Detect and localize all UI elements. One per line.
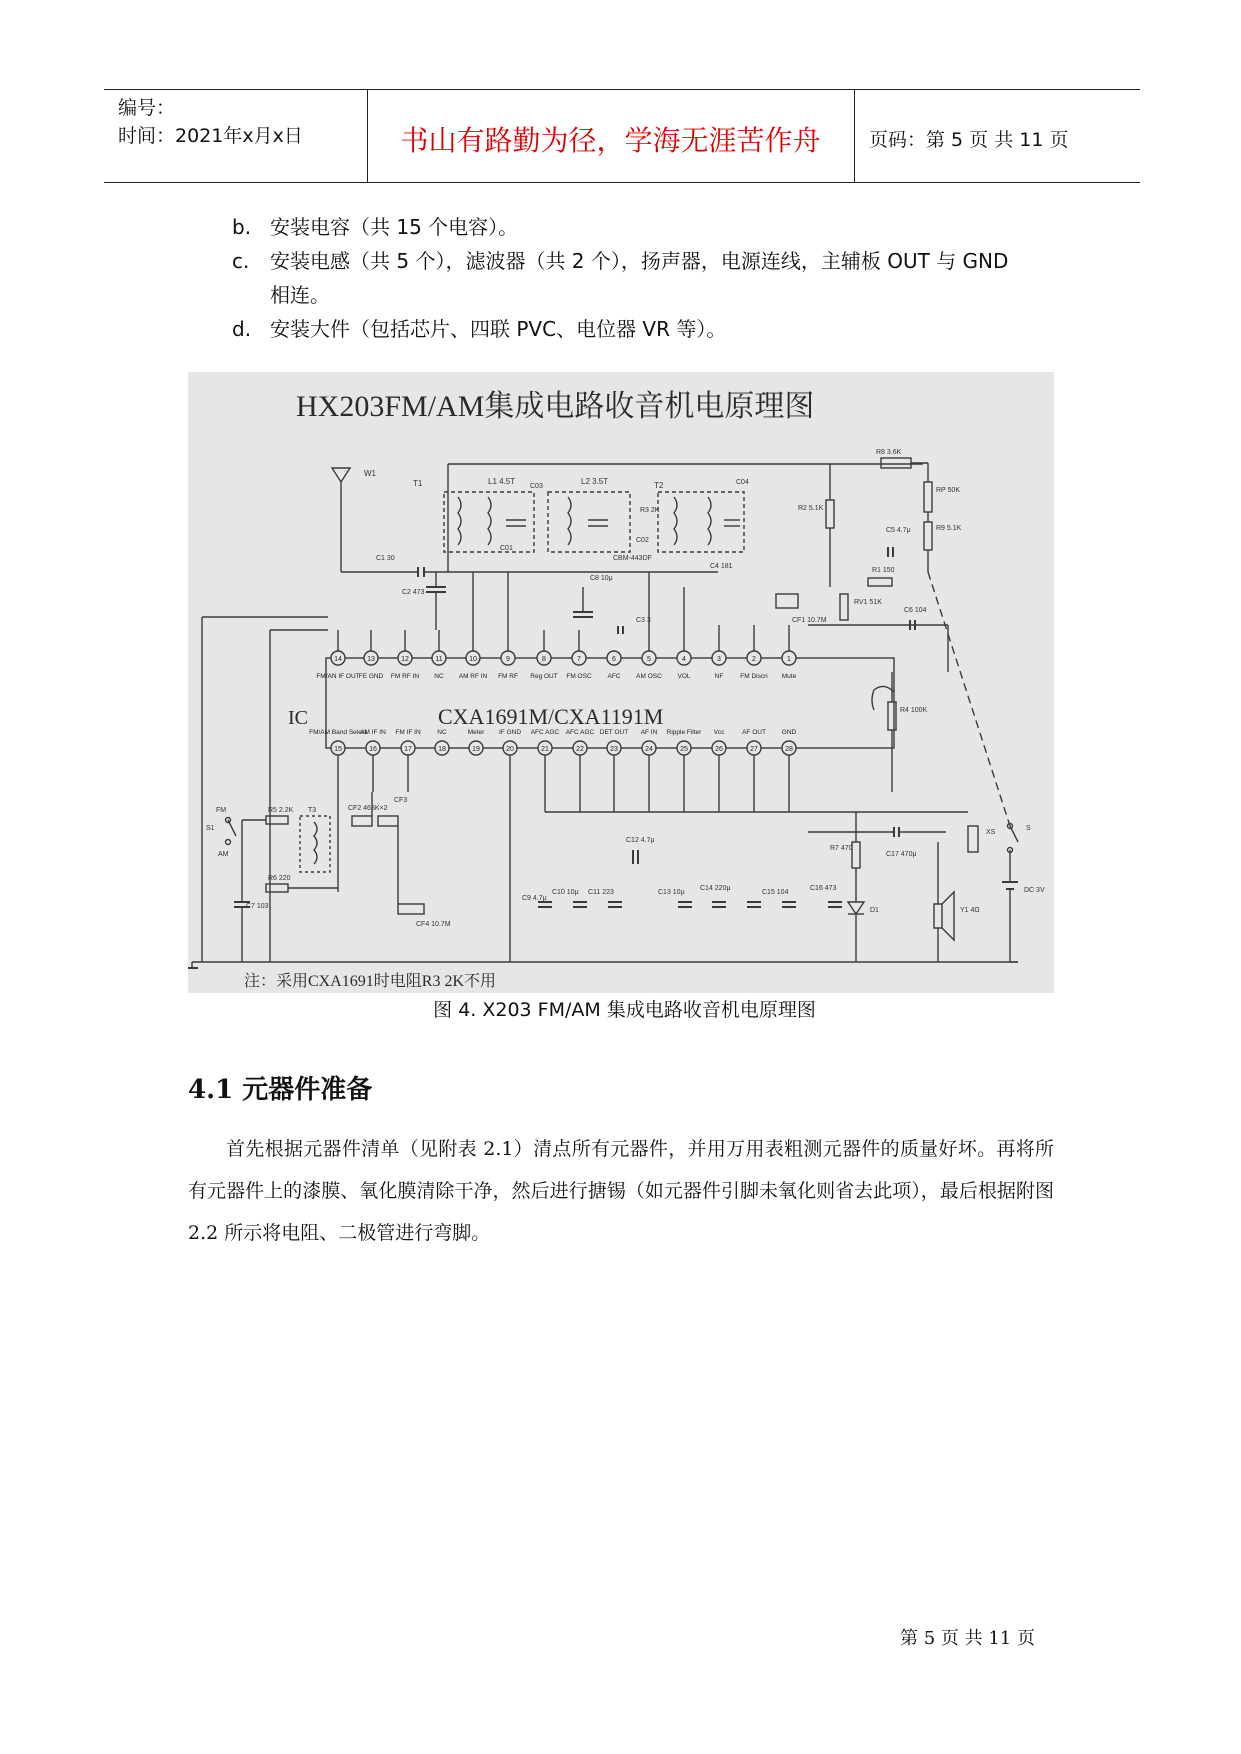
l2-dashed-box	[548, 492, 630, 552]
pin-number: 7	[577, 656, 581, 663]
ic-pin	[309, 729, 367, 755]
ic-pin	[712, 729, 726, 755]
pin-number: 27	[750, 746, 758, 753]
pin-number: 25	[680, 746, 688, 753]
label-c17: C17 470μ	[886, 851, 917, 858]
pin-label: Ripple Filter	[666, 729, 702, 736]
pin-number: 14	[334, 656, 342, 663]
pin-number: 13	[367, 656, 375, 663]
pin-label: AF OUT	[742, 729, 766, 736]
ic-pin	[667, 729, 703, 755]
schematic-title: HX203FM/AM集成电路收音机电原理图	[296, 390, 815, 423]
ic-pin	[435, 729, 449, 755]
ic-pin	[607, 651, 621, 680]
header-time-label: 时间：2021年x月x日	[118, 125, 303, 147]
label-d1: D1	[870, 907, 879, 914]
section-title: 4.1 元器件准备	[188, 1075, 373, 1105]
pin-number: 4	[682, 656, 686, 663]
pin-number: 16	[369, 746, 377, 753]
label-c15: C15 104	[762, 889, 789, 896]
pin-number: 10	[469, 656, 477, 663]
pin-label: NF	[714, 673, 724, 680]
pin-number: 5	[647, 656, 651, 663]
ic-pin	[459, 651, 488, 680]
step-c-continued	[232, 278, 330, 312]
label-c3: C3 3	[636, 617, 651, 624]
step-marker: c.	[232, 249, 250, 273]
r4-resistor	[888, 702, 896, 730]
r9-resistor	[924, 522, 932, 550]
label-c9: C9 4.7μ	[522, 895, 547, 902]
label-c1: C1 30	[376, 555, 395, 562]
ic-pin	[566, 729, 595, 755]
pin-label: FE GND	[358, 673, 384, 680]
label-c02: C02	[636, 537, 649, 544]
header-number-label: 编号：	[118, 97, 176, 119]
pin-label: NC	[434, 673, 444, 680]
label-r2: R2 5.1K	[798, 505, 824, 512]
pin-label: AFC AGC	[530, 729, 560, 736]
pin-number: 1	[787, 656, 791, 663]
rv1-potentiometer	[840, 594, 848, 620]
rp-potentiometer	[924, 482, 932, 512]
pin-label: FM/AN IF OUT	[316, 673, 360, 680]
label-r3: R3 2K	[640, 507, 660, 514]
r2-resistor	[826, 500, 834, 528]
ic-pin	[468, 729, 485, 755]
xs-jack	[968, 826, 978, 852]
label-r6: R6 220	[268, 875, 291, 882]
pin-label: AM RF IN	[458, 673, 488, 680]
pin-leads	[338, 572, 968, 962]
label-c13: C13 10μ	[658, 889, 685, 896]
ic-pin	[432, 651, 446, 680]
label-c16: C16 473	[810, 885, 837, 892]
label-r1: R1 150	[872, 567, 895, 574]
pin-number: 3	[717, 656, 721, 663]
ic-pin	[531, 729, 560, 755]
label-c10: C10 10μ	[552, 889, 579, 896]
label-cf2: CF2 465K×2	[348, 805, 388, 812]
label-c8: C8 10μ	[590, 575, 613, 582]
pin-number: 11	[435, 656, 443, 663]
pin-number: 23	[610, 746, 618, 753]
r8-resistor	[881, 458, 911, 468]
label-l2: L2 3.5T	[581, 477, 609, 486]
pin-label: Meter	[467, 729, 485, 736]
label-c2: C2 473	[402, 589, 425, 596]
pin-number: 18	[438, 746, 446, 753]
pin-label: Vcc	[713, 729, 725, 736]
r6-resistor	[266, 884, 288, 892]
bottom-pins	[309, 729, 796, 755]
ic-pin	[316, 651, 359, 680]
label-cbm: CBM-443DF	[613, 555, 652, 562]
label-r7: R7 470	[830, 845, 853, 852]
ic-pin	[677, 651, 691, 680]
page-footer: 第 5 页 共 11 页	[900, 1628, 1035, 1649]
ic-pin	[359, 651, 384, 680]
schematic-figure	[188, 372, 1054, 993]
cf1-filter	[776, 594, 798, 608]
t2-dashed-box	[658, 492, 744, 552]
pin-label: AFC AGC	[565, 729, 595, 736]
label-cf4: CF4 10.7M	[416, 921, 451, 928]
pin-label: IF GND	[498, 729, 522, 736]
label-cf3: CF3	[394, 797, 408, 804]
chip-name: CXA1691M/CXA1191M	[438, 704, 664, 729]
ic-pin	[600, 729, 628, 755]
header-divider-2	[854, 89, 855, 183]
step-d	[232, 312, 726, 346]
label-r4: R4 100K	[900, 707, 928, 714]
pin-label: FM Discri	[740, 673, 768, 680]
pin-number: 9	[506, 656, 510, 663]
ic-pin	[360, 729, 386, 755]
pin-label: AM IF IN	[360, 729, 386, 736]
cf4-filter	[398, 904, 424, 914]
pin-label: FM IF IN	[395, 729, 421, 736]
ic-pin	[742, 729, 766, 755]
cf2-filter	[352, 816, 372, 826]
pin-number: 17	[404, 746, 412, 753]
ic-pin	[391, 651, 419, 680]
label-s1: S1	[206, 825, 215, 832]
label-y1: Y1 4Ω	[960, 907, 980, 914]
pin-label: FM OSC	[566, 673, 592, 680]
ic-label: IC	[288, 707, 308, 729]
label-fm: FM	[216, 807, 227, 814]
header-page-label: 页码：第 5 页 共 11 页	[869, 129, 1069, 151]
ic-pin	[395, 729, 421, 755]
ic-pin	[782, 651, 797, 680]
ic-pin	[782, 729, 797, 755]
label-t3: T3	[308, 807, 317, 814]
ic-pin	[641, 729, 658, 755]
label-xs: XS	[986, 829, 996, 836]
label-r8: R8 3.6K	[876, 449, 902, 456]
pin-label: FM/AM Band Select	[309, 729, 367, 736]
ic-pin	[498, 651, 518, 680]
r5-resistor	[266, 816, 288, 824]
cf3-filter	[378, 816, 398, 826]
pin-number: 12	[401, 656, 409, 663]
label-c01: C01	[500, 545, 513, 552]
figure-caption: 图 4. X203 FM/AM 集成电路收音机电原理图	[433, 999, 816, 1021]
schematic-note: 注：采用CXA1691时电阻R3 2K不用	[244, 973, 497, 990]
step-c	[232, 244, 1008, 278]
label-s: S	[1026, 825, 1031, 832]
pin-number: 2	[752, 656, 756, 663]
step-text: 相连。	[270, 283, 330, 307]
pin-number: 28	[785, 746, 793, 753]
label-r9: R9 5.1K	[936, 525, 962, 532]
label-c5: C5 4.7μ	[886, 527, 911, 534]
pin-label: VOL	[677, 673, 691, 680]
pin-number: 24	[645, 746, 653, 753]
step-marker: b.	[232, 215, 252, 239]
schematic-svg	[188, 372, 1054, 993]
step-b	[232, 210, 518, 244]
pin-label: Reg OUT	[530, 673, 558, 680]
pin-number: 15	[334, 746, 342, 753]
label-c14: C14 220μ	[700, 885, 731, 892]
r7-resistor	[852, 842, 860, 868]
header-top-rule	[104, 89, 1140, 90]
pin-label: FM RF IN	[390, 673, 420, 680]
label-am: AM	[218, 851, 229, 858]
bottom-capacitors	[538, 850, 842, 907]
ic-pin	[499, 729, 521, 755]
pin-label: Mute	[781, 673, 797, 680]
step-text: 安装电容（共 15 个电容）。	[270, 215, 519, 239]
pin-label: DET OUT	[599, 729, 629, 736]
pin-number: 19	[472, 746, 480, 753]
label-c7: C7 103	[246, 903, 269, 910]
label-c11: C11 223	[588, 889, 614, 896]
pin-label: AF IN	[640, 729, 658, 736]
section-paragraph: 首先根据元器件清单（见附表 2.1）清点所有元器件，并用万用表粗测元器件的质量好坏。再将所有元器件上的漆膜、氧化膜清除干净，然后进行搪锡（如元器件引脚未氧化则省去此项），最后根据附图 2.2 所示将电阻、二极管进行弯脚。	[188, 1138, 1054, 1244]
step-marker: d.	[232, 317, 252, 341]
label-t2: T2	[654, 481, 664, 490]
pin-number: 8	[542, 656, 546, 663]
label-rv1: RV1 51K	[854, 599, 882, 606]
label-cf1: CF1 10.7M	[792, 617, 827, 624]
pin-number: 26	[715, 746, 723, 753]
ic-pin	[566, 651, 592, 680]
label-c12: C12 4.7μ	[626, 837, 655, 844]
pin-number: 21	[541, 746, 549, 753]
antenna-symbol	[332, 468, 370, 572]
label-c4: C4 181	[710, 563, 733, 570]
pin-label: FM RF	[498, 673, 518, 680]
label-c6: C6 104	[904, 607, 927, 614]
pin-number: 20	[506, 746, 514, 753]
pin-label: AFC	[607, 673, 621, 680]
label-c03: C03	[530, 483, 543, 490]
pin-label: GND	[781, 729, 797, 736]
ic-pin	[636, 651, 662, 680]
step-text: 安装电感（共 5 个），滤波器（共 2 个），扬声器，电源连线，主辅板 OUT 与 GND	[270, 249, 1009, 273]
ic-pin	[530, 651, 557, 680]
pin-number: 22	[576, 746, 584, 753]
pin-label: NC	[437, 729, 447, 736]
header-bottom-rule	[104, 182, 1140, 183]
step-text: 安装大件（包括芯片、四联 PVC、电位器 VR 等）。	[270, 317, 727, 341]
pin-number: 6	[612, 656, 616, 663]
header-motto: 书山有路勤为径，学海无涯苦作舟	[400, 124, 821, 157]
ic-pin	[740, 651, 767, 680]
pin-label: AM OSC	[636, 673, 662, 680]
r1-resistor	[868, 578, 892, 586]
label-w1: W1	[364, 469, 376, 478]
label-l1: L1 4.5T	[488, 477, 516, 486]
label-r5: R5 2.2K	[268, 807, 294, 814]
ic-pin	[712, 651, 726, 680]
label-c04: C04	[736, 479, 749, 486]
label-dc: DC 3V	[1024, 887, 1045, 894]
label-rp: RP 50K	[936, 487, 960, 494]
label-t1: T1	[413, 479, 423, 488]
top-pins	[316, 651, 796, 680]
